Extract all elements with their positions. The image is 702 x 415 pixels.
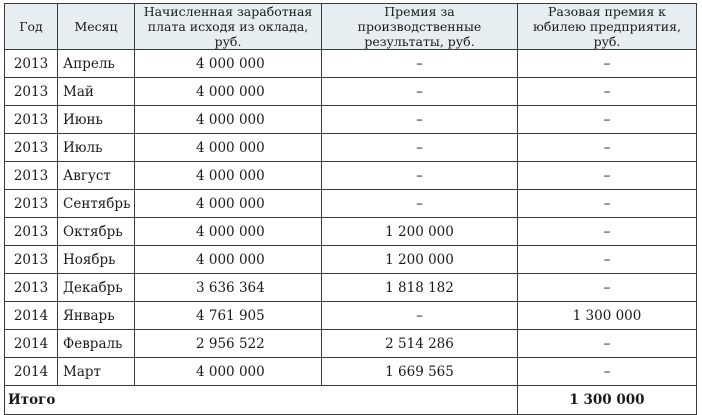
cell-year: 2014 xyxy=(5,330,58,358)
cell-salary: 4 000 000 xyxy=(135,358,322,386)
cell-salary: 4 000 000 xyxy=(135,246,322,274)
cell-premium: – xyxy=(322,78,518,106)
cell-premium: 1 200 000 xyxy=(322,218,518,246)
cell-year: 2014 xyxy=(5,358,58,386)
cell-year: 2013 xyxy=(5,246,58,274)
cell-salary: 4 000 000 xyxy=(135,50,322,78)
cell-year: 2013 xyxy=(5,218,58,246)
cell-jubilee: – xyxy=(518,218,697,246)
table-row xyxy=(5,78,697,106)
table-body xyxy=(5,50,697,415)
table-row xyxy=(5,218,697,246)
cell-jubilee: – xyxy=(518,190,697,218)
cell-year: 2013 xyxy=(5,274,58,302)
table-row xyxy=(5,190,697,218)
table-row xyxy=(5,274,697,302)
cell-jubilee: – xyxy=(518,106,697,134)
cell-salary: 4 000 000 xyxy=(135,162,322,190)
cell-year: 2014 xyxy=(5,302,58,330)
cell-month: Июль xyxy=(58,134,135,162)
cell-jubilee: – xyxy=(518,274,697,302)
cell-year: 2013 xyxy=(5,50,58,78)
cell-premium: – xyxy=(322,162,518,190)
table-row xyxy=(5,302,697,330)
cell-premium: 1 200 000 xyxy=(322,246,518,274)
total-label: Итого xyxy=(5,386,518,415)
cell-salary: 4 000 000 xyxy=(135,218,322,246)
cell-month: Декабрь xyxy=(58,274,135,302)
table-row xyxy=(5,106,697,134)
cell-premium: 1 669 565 xyxy=(322,358,518,386)
cell-salary: 4 761 905 xyxy=(135,302,322,330)
salary-table-container xyxy=(4,3,697,415)
cell-month: Сентябрь xyxy=(58,190,135,218)
cell-month: Август xyxy=(58,162,135,190)
total-jubilee: 1 300 000 xyxy=(518,386,697,415)
table-row xyxy=(5,134,697,162)
header-premium: Премия за производственные результаты, руб. xyxy=(322,4,518,50)
cell-year: 2013 xyxy=(5,134,58,162)
cell-jubilee: – xyxy=(518,50,697,78)
header-month: Месяц xyxy=(58,4,135,50)
total-row xyxy=(5,386,697,415)
cell-premium: – xyxy=(322,50,518,78)
cell-jubilee: – xyxy=(518,246,697,274)
cell-month: Январь xyxy=(58,302,135,330)
cell-premium: 2 514 286 xyxy=(322,330,518,358)
cell-premium: – xyxy=(322,302,518,330)
cell-month: Июнь xyxy=(58,106,135,134)
cell-month: Март xyxy=(58,358,135,386)
cell-year: 2013 xyxy=(5,162,58,190)
cell-jubilee: – xyxy=(518,162,697,190)
cell-month: Февраль xyxy=(58,330,135,358)
header-jubilee: Разовая премия к юбилею предприятия, руб. xyxy=(518,4,697,50)
cell-year: 2013 xyxy=(5,78,58,106)
cell-jubilee: – xyxy=(518,134,697,162)
cell-jubilee: – xyxy=(518,330,697,358)
cell-month: Ноябрь xyxy=(58,246,135,274)
cell-jubilee: – xyxy=(518,78,697,106)
cell-salary: 4 000 000 xyxy=(135,78,322,106)
cell-premium: 1 818 182 xyxy=(322,274,518,302)
cell-salary: 4 000 000 xyxy=(135,134,322,162)
table-row xyxy=(5,330,697,358)
cell-salary: 4 000 000 xyxy=(135,106,322,134)
table-row xyxy=(5,358,697,386)
cell-year: 2013 xyxy=(5,190,58,218)
cell-salary: 3 636 364 xyxy=(135,274,322,302)
header-year: Год xyxy=(5,4,58,50)
cell-salary: 4 000 000 xyxy=(135,190,322,218)
table-row xyxy=(5,50,697,78)
cell-premium: – xyxy=(322,190,518,218)
header-salary: Начисленная заработная плата исходя из оклада, руб. xyxy=(135,4,322,50)
cell-jubilee: – xyxy=(518,358,697,386)
cell-salary: 2 956 522 xyxy=(135,330,322,358)
cell-month: Май xyxy=(58,78,135,106)
cell-jubilee: 1 300 000 xyxy=(518,302,697,330)
table-row xyxy=(5,162,697,190)
cell-month: Октябрь xyxy=(58,218,135,246)
table-header xyxy=(5,4,697,50)
salary-table xyxy=(4,3,697,415)
table-row xyxy=(5,246,697,274)
header-row xyxy=(5,4,697,50)
cell-premium: – xyxy=(322,134,518,162)
cell-month: Апрель xyxy=(58,50,135,78)
cell-premium: – xyxy=(322,106,518,134)
cell-year: 2013 xyxy=(5,106,58,134)
